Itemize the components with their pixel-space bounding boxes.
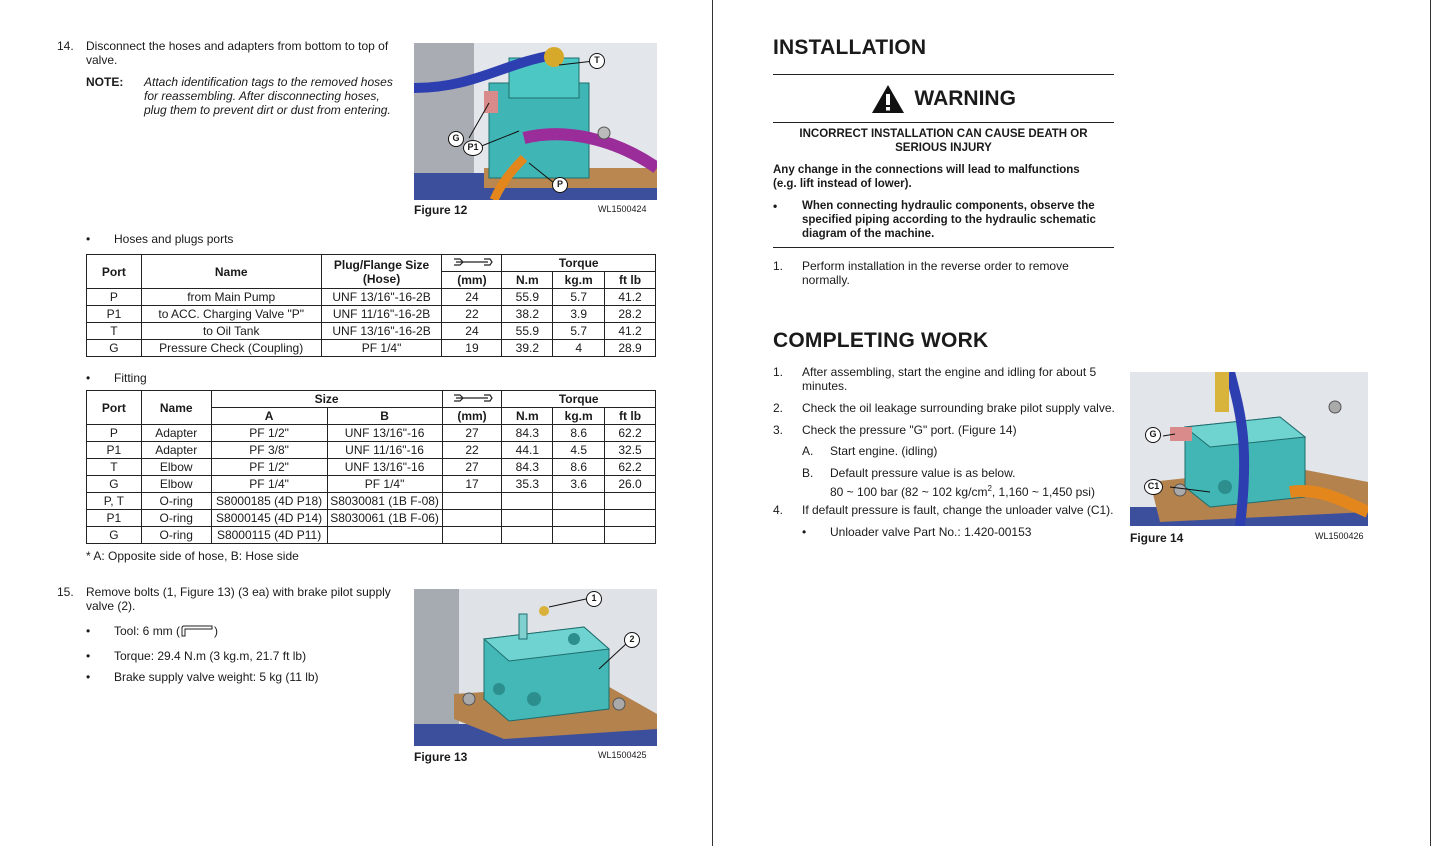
cell: 3.6: [553, 476, 605, 493]
cell: 17: [442, 476, 502, 493]
cell: 62.2: [605, 425, 656, 442]
right-page: [715, 0, 1431, 846]
warning-triangle-icon: [871, 84, 905, 114]
col-name: Name: [141, 255, 321, 289]
cell: [553, 510, 605, 527]
cell: [605, 510, 656, 527]
col-port: Port: [87, 255, 142, 289]
col-wrench: [442, 391, 502, 408]
substep-a-text: Start engine. (idling): [830, 444, 938, 458]
cell: [553, 527, 605, 544]
note-line-1: Attach identification tags to the removed hoses: [144, 75, 393, 89]
cell: UNF 11/16"-16-2B: [321, 306, 442, 323]
tool-spec-prefix: Tool: 6 mm (: [114, 624, 181, 638]
cell: P, T: [87, 493, 142, 510]
tool-spec-suffix: ): [214, 624, 219, 638]
cell: UNF 11/16"-16: [327, 442, 442, 459]
tool-spec: [114, 624, 218, 638]
cell: PF 1/4": [321, 340, 442, 357]
figure-14-code: WL1500426: [1315, 531, 1364, 541]
complete-step-2-number: 2.: [773, 401, 784, 415]
cell: PF 1/4": [327, 476, 442, 493]
col-name: Name: [141, 391, 211, 425]
table-row: [87, 493, 656, 510]
warning-bullet: [802, 199, 1114, 241]
step-15-line-2: valve (2).: [86, 599, 136, 613]
col-torque: Torque: [502, 255, 656, 272]
cell: 27: [442, 425, 502, 442]
col-size-line-1: Plug/Flange Size: [333, 257, 430, 272]
note-text: [144, 75, 398, 117]
warning-body-line-1: Any change in the connections will lead to malfunctions: [773, 164, 1080, 176]
col-mm: (mm): [442, 272, 502, 289]
figure-12-callout-p1: P1: [463, 140, 483, 156]
install-step-1-line-1: Perform installation in the reverse order to remove: [802, 259, 1069, 273]
step-14-text: [86, 39, 398, 67]
cell: 22: [442, 306, 502, 323]
heading-rule: [773, 74, 1114, 75]
warning-title: WARNING: [914, 87, 1016, 110]
wrench-icon: [450, 256, 494, 268]
cell: 5.7: [553, 289, 605, 306]
cell: UNF 13/16"-16-2B: [321, 323, 442, 340]
col-size: [321, 255, 442, 289]
col-wrench: [442, 255, 502, 272]
cell: 22: [442, 442, 502, 459]
col-port: Port: [87, 391, 142, 425]
substep-b-label: B.: [802, 466, 814, 480]
bullet-dot: •: [86, 371, 91, 385]
cell: P: [87, 289, 142, 306]
bullet-dot: •: [86, 232, 91, 246]
cell: 5.7: [553, 323, 605, 340]
warning-subtitle-line-2: SERIOUS INJURY: [895, 142, 992, 154]
hex-key-icon: [180, 625, 214, 637]
install-step-1-line-2: normally.: [802, 273, 850, 287]
cell: [442, 527, 502, 544]
cell: Pressure Check (Coupling): [141, 340, 321, 357]
cell: [502, 527, 553, 544]
col-nm: N.m: [502, 408, 553, 425]
cell: 38.2: [502, 306, 553, 323]
table-row: [87, 425, 656, 442]
fitting-table-title: Fitting: [114, 371, 147, 385]
complete-step-2-text: Check the oil leakage surrounding brake pilot supply valve.: [802, 401, 1115, 415]
cell: UNF 13/16"-16: [327, 425, 442, 442]
step-15-line-1: Remove bolts (1, Figure 13) (3 ea) with brake pilot supply: [86, 585, 391, 599]
table-row: [87, 459, 656, 476]
cell: S8030061 (1B F-06): [327, 510, 442, 527]
cell: [605, 493, 656, 510]
cell: 8.6: [553, 459, 605, 476]
cell: PF 1/4": [211, 476, 327, 493]
bullet-dot: •: [86, 649, 91, 663]
col-mm: (mm): [442, 408, 502, 425]
bullet-dot: •: [86, 670, 91, 684]
figure-13-image: [414, 589, 657, 746]
cell: [502, 510, 553, 527]
figure-13-callout-2: 2: [624, 632, 640, 648]
pressure-range-part-1: 80 ~ 100 bar (82 ~ 102 kg/cm: [830, 485, 988, 499]
table-row: [87, 527, 656, 544]
bullet-dot: •: [802, 525, 807, 539]
cell: 3.9: [553, 306, 605, 323]
table-row: [87, 476, 656, 493]
cell: 62.2: [605, 459, 656, 476]
cell: to ACC. Charging Valve "P": [141, 306, 321, 323]
figure-12-callout-t: T: [589, 53, 605, 69]
cell: Adapter: [141, 442, 211, 459]
note-label: NOTE:: [86, 75, 124, 89]
cell: 32.5: [605, 442, 656, 459]
cell: 44.1: [502, 442, 553, 459]
cell: S8000185 (4D P18): [211, 493, 327, 510]
cell: 4.5: [553, 442, 605, 459]
cell: 55.9: [502, 323, 553, 340]
cell: 39.2: [502, 340, 553, 357]
figure-14-image: [1130, 372, 1368, 526]
warning-bottom-rule: [773, 247, 1114, 248]
col-size: Size: [211, 391, 442, 408]
cell: Elbow: [141, 476, 211, 493]
cell: [553, 493, 605, 510]
table-row: [87, 442, 656, 459]
completing-work-heading: COMPLETING WORK: [773, 329, 989, 352]
warning-bullet-line-2: specified piping according to the hydraulic schematic: [802, 214, 1096, 226]
cell: P: [87, 425, 142, 442]
install-step-1-text: [802, 259, 1114, 287]
figure-13-caption: Figure 13: [414, 750, 468, 764]
cell: P1: [87, 306, 142, 323]
substep-b-text: [830, 466, 1120, 499]
cell: 84.3: [502, 459, 553, 476]
pressure-range-part-2: , 1,160 ~ 1,450 psi): [991, 485, 1095, 499]
pressure-range: [830, 482, 1120, 499]
cell: UNF 13/16"-16-2B: [321, 289, 442, 306]
cell: P1: [87, 510, 142, 527]
cell: to Oil Tank: [141, 323, 321, 340]
complete-step-1-text: [802, 365, 1114, 393]
warning-header: [773, 84, 1114, 116]
table-row: [87, 510, 656, 527]
col-kgm: kg.m: [553, 408, 605, 425]
cell: 41.2: [605, 323, 656, 340]
figure-14-caption: Figure 14: [1130, 531, 1184, 545]
cell: [442, 510, 502, 527]
table-row: [87, 306, 656, 323]
warning-body: [773, 163, 1114, 191]
cell: O-ring: [141, 493, 211, 510]
complete-step-1-line-2: minutes.: [802, 379, 848, 393]
step-14-line-1: Disconnect the hoses and adapters from bottom to top of: [86, 39, 389, 53]
cell: from Main Pump: [141, 289, 321, 306]
torque-spec: Torque: 29.4 N.m (3 kg.m, 21.7 ft lb): [114, 649, 307, 663]
warning-subtitle-line-1: INCORRECT INSTALLATION CAN CAUSE DEATH OR: [799, 128, 1088, 140]
complete-step-1-number: 1.: [773, 365, 784, 379]
cell: 28.9: [605, 340, 656, 357]
figure-13-callout-1: 1: [586, 591, 602, 607]
cell: S8000115 (4D P11): [211, 527, 327, 544]
warning-bullet-line-3: diagram of the machine.: [802, 228, 935, 240]
left-page: [0, 0, 713, 846]
col-a: A: [211, 408, 327, 425]
substep-a-label: A.: [802, 444, 814, 458]
step-14-number: 14.: [57, 39, 74, 53]
table-row: [87, 340, 656, 357]
figure-14-callout-c1: C1: [1144, 479, 1163, 495]
complete-step-4-text: If default pressure is fault, change the unloader valve (C1).: [802, 503, 1114, 517]
step-15-number: 15.: [57, 585, 74, 599]
cell: PF 1/2": [211, 459, 327, 476]
cell: [442, 493, 502, 510]
figure-12-caption: Figure 12: [414, 203, 468, 217]
cell: 26.0: [605, 476, 656, 493]
complete-step-3-text: Check the pressure "G" port. (Figure 14): [802, 423, 1017, 437]
col-b: B: [327, 408, 442, 425]
warning-subtitle: [773, 127, 1114, 155]
complete-step-3-number: 3.: [773, 423, 784, 437]
cell: 55.9: [502, 289, 553, 306]
substep-b-line-1: Default pressure value is as below.: [830, 466, 1016, 480]
cell: 4: [553, 340, 605, 357]
cell: T: [87, 323, 142, 340]
bullet-dot: •: [86, 624, 91, 638]
cell: [605, 527, 656, 544]
fitting-footnote: * A: Opposite side of hose, B: Hose side: [86, 549, 299, 563]
weight-spec: Brake supply valve weight: 5 kg (11 lb): [114, 670, 319, 684]
cell: 24: [442, 323, 502, 340]
cell: Adapter: [141, 425, 211, 442]
cell: UNF 13/16"-16: [327, 459, 442, 476]
table-row: [87, 289, 656, 306]
step-15-text: [86, 585, 398, 613]
fitting-table: [86, 390, 656, 544]
step-14-line-2: valve.: [86, 53, 118, 67]
warning-rule: [773, 122, 1114, 123]
col-size-line-2: (Hose): [362, 271, 401, 286]
col-torque: Torque: [502, 391, 656, 408]
cell: PF 1/2": [211, 425, 327, 442]
installation-heading: INSTALLATION: [773, 36, 927, 59]
col-kgm: kg.m: [553, 272, 605, 289]
cell: O-ring: [141, 510, 211, 527]
cell: 19: [442, 340, 502, 357]
unloader-valve-illustration: [1130, 372, 1368, 526]
cell: G: [87, 527, 142, 544]
complete-step-4-number: 4.: [773, 503, 784, 517]
hoses-ports-table: [86, 254, 656, 357]
figure-12-callout-g: G: [448, 131, 464, 147]
bullet-dot: •: [773, 199, 778, 213]
figure-13-code: WL1500425: [598, 750, 647, 760]
cell: G: [87, 476, 142, 493]
cell: 35.3: [502, 476, 553, 493]
cell: G: [87, 340, 142, 357]
cell: 41.2: [605, 289, 656, 306]
cell: S8030081 (1B F-08): [327, 493, 442, 510]
col-ftlb: ft lb: [605, 408, 656, 425]
cell: 84.3: [502, 425, 553, 442]
valve-hoses-illustration: [414, 43, 657, 200]
cell: 24: [442, 289, 502, 306]
cell: T: [87, 459, 142, 476]
col-nm: N.m: [502, 272, 553, 289]
cell: 28.2: [605, 306, 656, 323]
figure-14-callout-g: G: [1145, 427, 1161, 443]
wrench-icon: [450, 392, 494, 404]
note-line-2: for reassembling. After disconnecting hoses,: [144, 89, 380, 103]
cell: 8.6: [553, 425, 605, 442]
cell: O-ring: [141, 527, 211, 544]
cell: [327, 527, 442, 544]
hoses-table-title: Hoses and plugs ports: [114, 232, 234, 246]
cell: [502, 493, 553, 510]
brake-valve-illustration: [414, 589, 657, 746]
cell: S8000145 (4D P14): [211, 510, 327, 527]
unloader-part-number: Unloader valve Part No.: 1.420-00153: [830, 525, 1032, 539]
table-row: [87, 323, 656, 340]
figure-12-code: WL1500424: [598, 204, 647, 214]
figure-12-image: [414, 43, 657, 200]
pressure-range-superscript: 2: [987, 484, 992, 493]
warning-bullet-line-1: When connecting hydraulic components, observe the: [802, 200, 1095, 212]
warning-body-line-2: (e.g. lift instead of lower).: [773, 178, 912, 190]
figure-12-callout-p: P: [552, 177, 568, 193]
cell: Elbow: [141, 459, 211, 476]
col-ftlb: ft lb: [605, 272, 656, 289]
complete-step-1-line-1: After assembling, start the engine and idling for about 5: [802, 365, 1097, 379]
note-line-3: plug them to prevent dirt or dust from entering.: [144, 103, 391, 117]
install-step-1-number: 1.: [773, 259, 784, 273]
cell: 27: [442, 459, 502, 476]
cell: P1: [87, 442, 142, 459]
cell: PF 3/8": [211, 442, 327, 459]
